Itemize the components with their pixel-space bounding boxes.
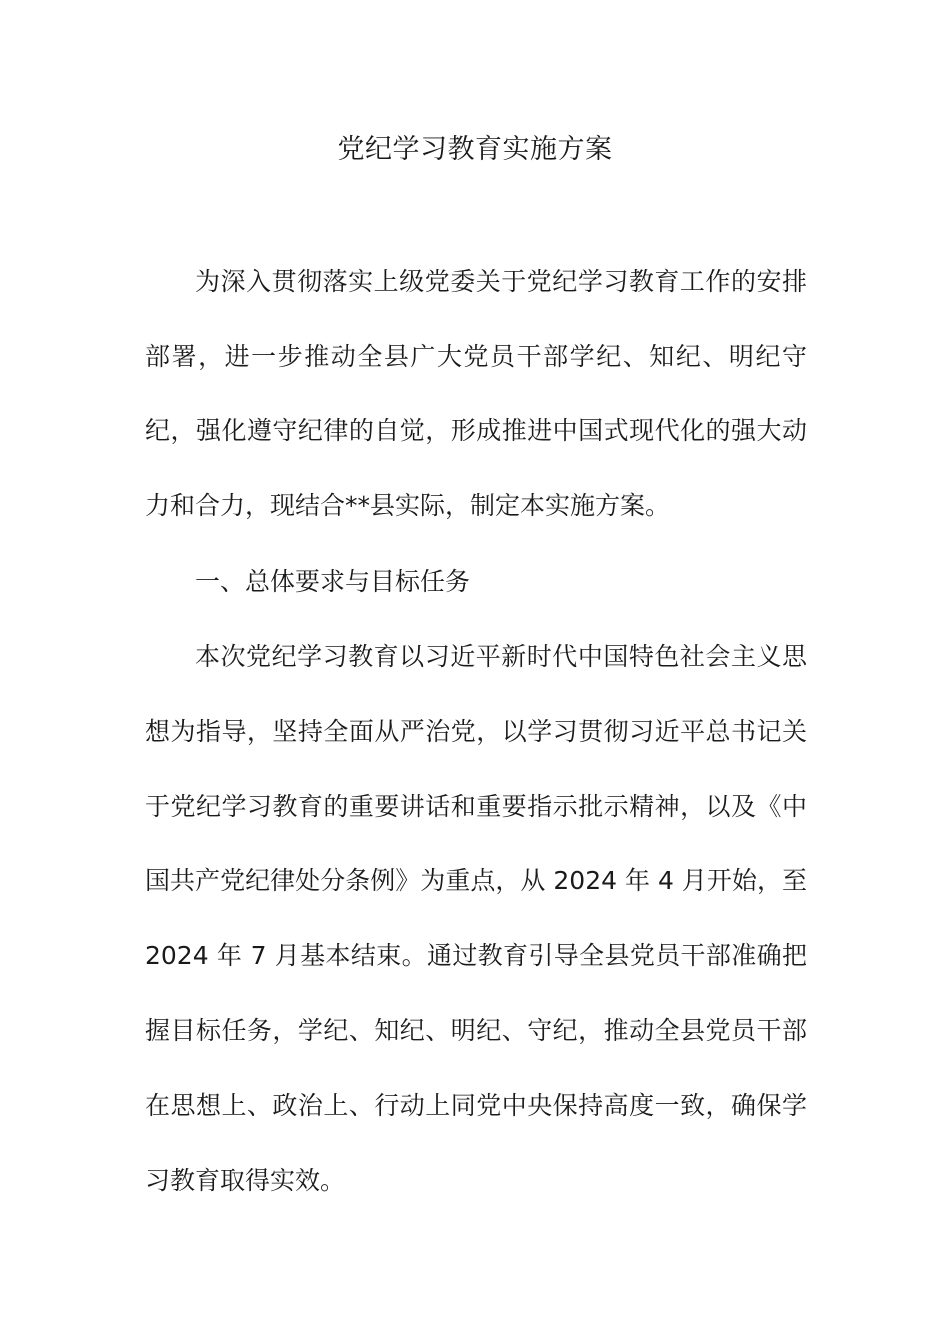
intro-paragraph: 为深入贯彻落实上级党委关于党纪学习教育工作的安排部署，进一步推动全县广大党员干部学纪、知纪、明纪守纪，强化遵守纪律的自觉，形成推进中国式现代化的强大动力和合力，现结合**县实际，制定本实施方案。	[145, 267, 807, 520]
section-paragraph: 本次党纪学习教育以习近平新时代中国特色社会主义思想为指导，坚持全面从严治党，以学习贯彻习近平总书记关于党纪学习教育的重要讲话和重要指示批示精神，以及《中国共产党纪律处分条例》为重点，从 2024 年 4 月开始，至 2024 年 7 月基本结束。通过教育引导全县党员干部准确把握目标任务，学纪、知纪、明纪、守纪，推动全县党员干部在思想上、政治上、行动上同党中央保持高度一致，确保学习教育取得实效。	[145, 642, 807, 1195]
document-title: 党纪学习教育实施方案	[337, 134, 613, 165]
section-heading: 一、总体要求与目标任务	[195, 567, 471, 596]
